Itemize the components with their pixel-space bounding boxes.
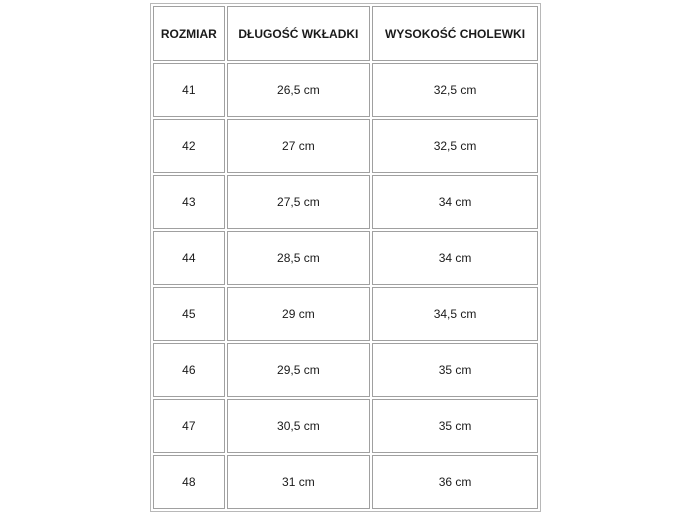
size-cell: 48 bbox=[153, 455, 225, 509]
shaft-height-cell: 32,5 cm bbox=[372, 119, 538, 173]
shaft-height-cell: 35 cm bbox=[372, 343, 538, 397]
header-size: ROZMIAR bbox=[153, 6, 225, 61]
table-row bbox=[153, 63, 538, 117]
insole-length-cell: 26,5 cm bbox=[227, 63, 370, 117]
table-row bbox=[153, 175, 538, 229]
shaft-height-cell: 36 cm bbox=[372, 455, 538, 509]
insole-length-cell: 28,5 cm bbox=[227, 231, 370, 285]
insole-length-cell: 27 cm bbox=[227, 119, 370, 173]
insole-length-cell: 29 cm bbox=[227, 287, 370, 341]
shaft-height-cell: 32,5 cm bbox=[372, 63, 538, 117]
header-shaft-height: WYSOKOŚĆ CHOLEWKI bbox=[372, 6, 538, 61]
table-row bbox=[153, 287, 538, 341]
size-cell: 41 bbox=[153, 63, 225, 117]
size-cell: 47 bbox=[153, 399, 225, 453]
header-insole-length: DŁUGOŚĆ WKŁADKI bbox=[227, 6, 370, 61]
size-cell: 42 bbox=[153, 119, 225, 173]
table-row bbox=[153, 119, 538, 173]
insole-length-cell: 29,5 cm bbox=[227, 343, 370, 397]
size-cell: 45 bbox=[153, 287, 225, 341]
table-row bbox=[153, 343, 538, 397]
table-row bbox=[153, 455, 538, 509]
header-row bbox=[153, 6, 538, 61]
size-cell: 46 bbox=[153, 343, 225, 397]
table-row bbox=[153, 399, 538, 453]
size-cell: 44 bbox=[153, 231, 225, 285]
insole-length-cell: 31 cm bbox=[227, 455, 370, 509]
shaft-height-cell: 34 cm bbox=[372, 231, 538, 285]
shaft-height-cell: 34 cm bbox=[372, 175, 538, 229]
shaft-height-cell: 34,5 cm bbox=[372, 287, 538, 341]
size-chart-table bbox=[150, 3, 541, 512]
insole-length-cell: 30,5 cm bbox=[227, 399, 370, 453]
insole-length-cell: 27,5 cm bbox=[227, 175, 370, 229]
size-cell: 43 bbox=[153, 175, 225, 229]
table-row bbox=[153, 231, 538, 285]
shaft-height-cell: 35 cm bbox=[372, 399, 538, 453]
